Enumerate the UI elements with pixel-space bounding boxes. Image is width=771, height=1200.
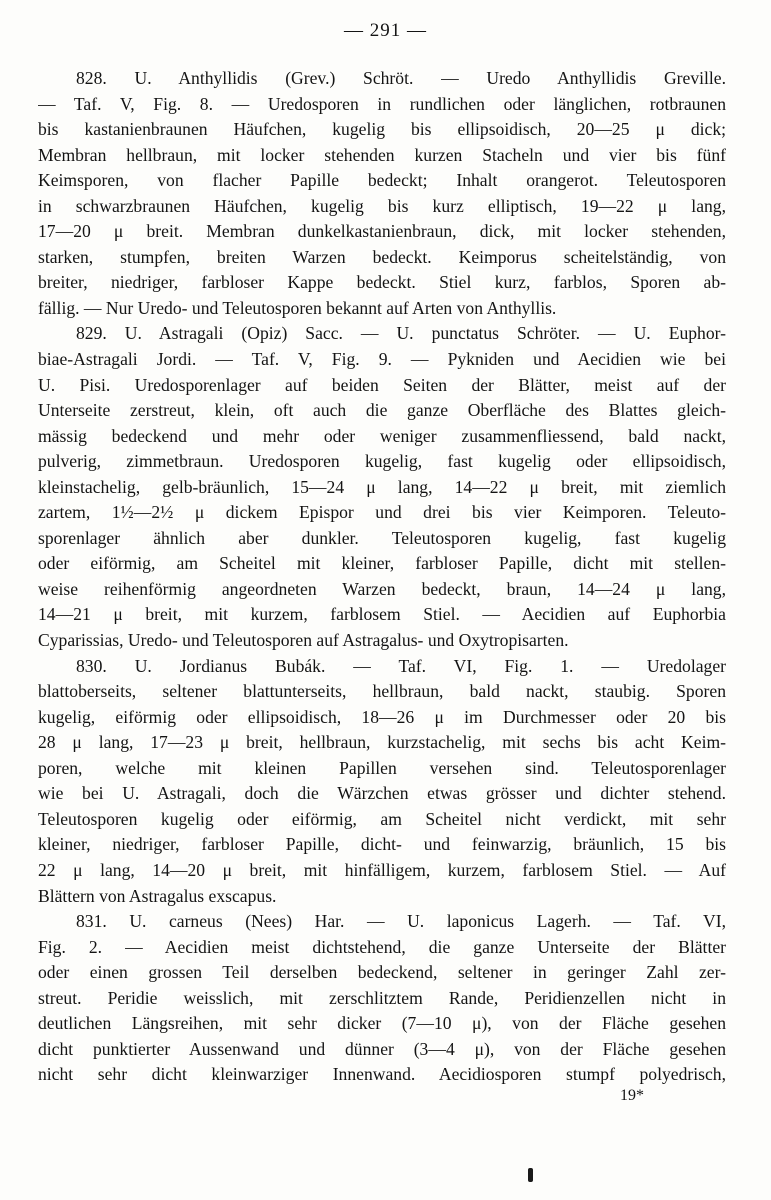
- text-line: dicht punktierter Aussenwand und dünner (3—4 μ), von der Fläche gesehen: [38, 1038, 726, 1059]
- text-line: 14—21 μ breit, mit kurzem, farblosem Stiel. — Aecidien auf Euphorbia: [38, 604, 726, 625]
- text-line: U. Pisi. Uredosporenlager auf beiden Seiten der Blätter, meist auf der: [38, 374, 726, 395]
- text-line: weise reihenförmig angeordneten Warzen bedeckt, braun, 14—24 μ lang,: [38, 578, 726, 599]
- text-line: starken, stumpfen, breiten Warzen bedeckt. Keimporus scheitelständig, von: [38, 246, 726, 267]
- text-line: 831. U. carneus (Nees) Har. — U. laponicus Lagerh. — Taf. VI,: [76, 911, 726, 932]
- text-line: biae-Astragali Jordi. — Taf. V, Fig. 9. — Pykniden und Aecidien wie bei: [38, 349, 726, 370]
- text-line: mässig bedeckend und mehr oder weniger zusammenfliessend, bald nackt,: [38, 425, 726, 446]
- text-line: Unterseite zerstreut, klein, oft auch die ganze Oberfläche des Blattes gleich-: [38, 400, 726, 421]
- text-line: oder eiförmig, am Scheitel mit kleiner, farbloser Papille, dicht mit stellen-: [38, 553, 726, 574]
- text-line: bis kastanienbraunen Häufchen, kugelig bis ellipsoidisch, 20—25 μ dick;: [38, 119, 726, 140]
- text-line: Fig. 2. — Aecidien meist dichtstehend, die ganze Unterseite der Blätter: [38, 936, 726, 957]
- text-line: poren, welche mit kleinen Papillen versehen sind. Teleutosporenlager: [38, 757, 726, 778]
- page-number: — 291 —: [344, 20, 427, 41]
- text-line: 828. U. Anthyllidis (Grev.) Schröt. — Uredo Anthyllidis Greville.: [76, 68, 726, 88]
- text-line: kleinstachelig, gelb-bräunlich, 15—24 μ lang, 14—22 μ breit, mit ziemlich: [38, 476, 726, 497]
- body-text: [38, 66, 726, 1088]
- text-line: Cyparissias, Uredo- und Teleutosporen auf Astragalus- und Oxytropisarten.: [38, 630, 569, 651]
- text-line: Keimsporen, von flacher Papille bedeckt; Inhalt orangerot. Teleutosporen: [38, 170, 726, 191]
- text-line: wie bei U. Astragali, doch die Wärzchen etwas grösser und dichter stehend.: [38, 783, 726, 804]
- signature-mark: 19*: [620, 1087, 644, 1104]
- text-line: breiter, niedriger, farbloser Kappe bedeckt. Stiel kurz, farblos, Sporen ab-: [38, 272, 726, 293]
- text-line: — Taf. V, Fig. 8. — Uredosporen in rundlichen oder länglichen, rotbraunen: [38, 93, 726, 114]
- text-line: zartem, 1½—2½ μ dickem Epispor und drei bis vier Keimporen. Teleuto-: [38, 502, 726, 523]
- text-line: sporenlager ähnlich aber dunkler. Teleutosporen kugelig, fast kugelig: [38, 527, 726, 548]
- text-line: streut. Peridie weisslich, mit zerschlitztem Rande, Peridienzellen nicht in: [38, 987, 726, 1008]
- text-line: 17—20 μ breit. Membran dunkelkastanienbraun, dick, mit locker stehenden,: [38, 221, 726, 242]
- text-line: nicht sehr dicht kleinwarziger Innenwand. Aecidiosporen stumpf polyedrisch,: [38, 1064, 726, 1085]
- text-line: 830. U. Jordianus Bubák. — Taf. VI, Fig. 1. — Uredolager: [76, 655, 726, 676]
- text-line: deutlichen Längsreihen, mit sehr dicker (7—10 μ), von der Fläche gesehen: [38, 1013, 726, 1034]
- text-line: 22 μ lang, 14—20 μ breit, mit hinfälligem, kurzem, farblosem Stiel. — Auf: [38, 859, 726, 880]
- text-line: Blättern von Astragalus exscapus.: [38, 885, 277, 906]
- text-line: kleiner, niedriger, farbloser Papille, dicht- und feinwarzig, bräunlich, 15 bis: [38, 834, 726, 855]
- text-line: in schwarzbraunen Häufchen, kugelig bis kurz elliptisch, 19—22 μ lang,: [38, 195, 726, 216]
- text-line: 829. U. Astragali (Opiz) Sacc. — U. punctatus Schröter. — U. Euphor-: [76, 323, 726, 344]
- text-line: fällig. — Nur Uredo- und Teleutosporen bekannt auf Arten von Anthyllis.: [38, 297, 557, 318]
- text-line: oder einen grossen Teil derselben bedeckend, seltener in geringer Zahl zer-: [38, 962, 726, 983]
- text-line: kugelig, eiförmig oder ellipsoidisch, 18—26 μ im Durchmesser oder 20 bis: [38, 706, 726, 727]
- text-line: blattoberseits, seltener blattunterseits, hellbraun, bald nackt, staubig. Sporen: [38, 681, 726, 702]
- text-line: Teleutosporen kugelig oder eiförmig, am Scheitel nicht verdickt, mit sehr: [38, 808, 726, 829]
- text-line: pulverig, zimmetbraun. Uredosporen kugelig, fast kugelig oder ellipsoidisch,: [38, 451, 726, 472]
- text-line: Membran hellbraun, mit locker stehenden kurzen Stacheln und vier bis fünf: [38, 144, 726, 165]
- scan-speck: [528, 1168, 533, 1182]
- text-line: 28 μ lang, 17—23 μ breit, hellbraun, kurzstachelig, mit sechs bis acht Keim-: [38, 732, 726, 753]
